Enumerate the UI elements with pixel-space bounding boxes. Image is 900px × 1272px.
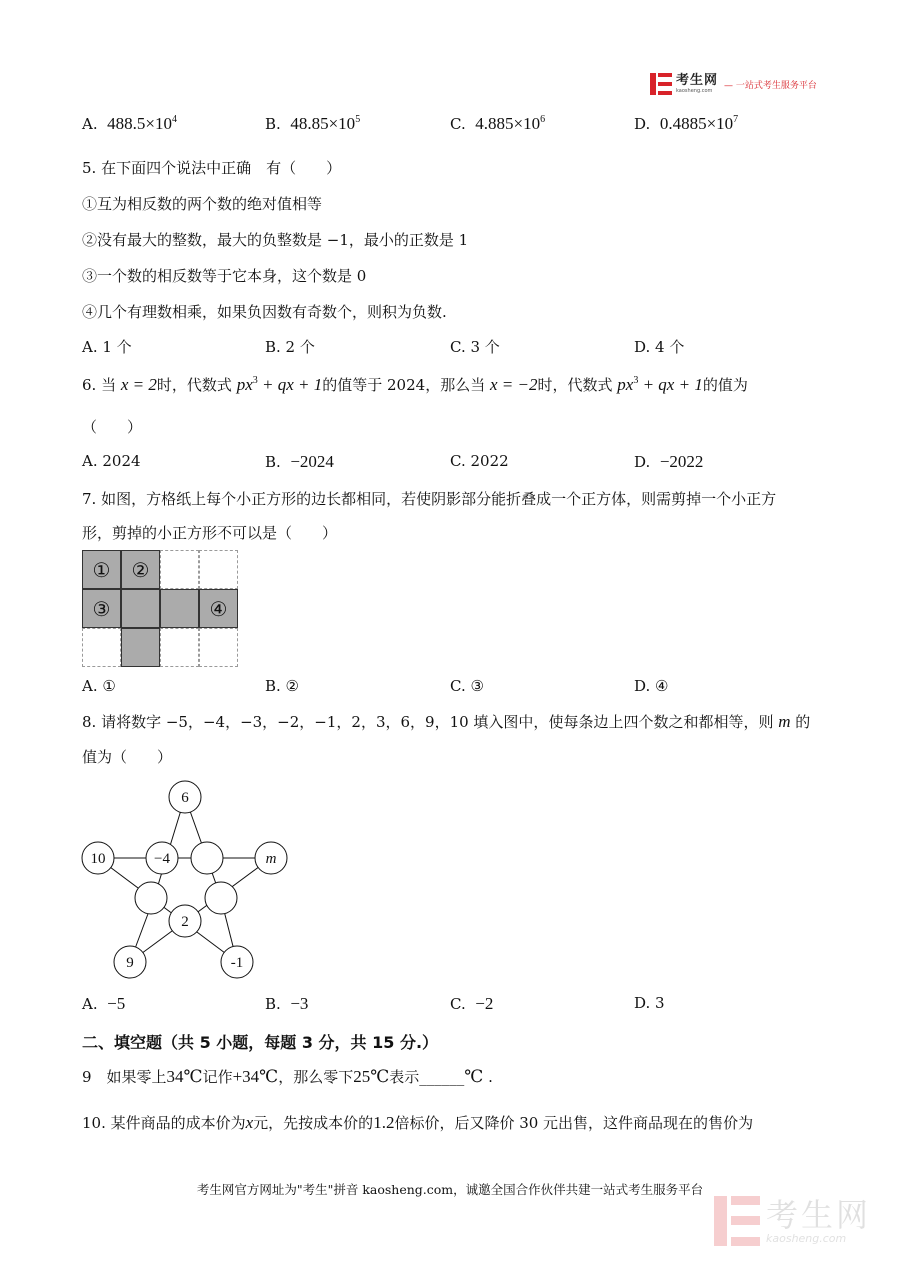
section-2-title: 二、填空题（共 5 小题，每题 3 分，共 15 分.） (82, 1033, 439, 1052)
q8-stem-line1: 8. 请将数字 −5，−4，−3，−2，−1，2，3，6，9，10 填入图中，使每条边上四个数之和都相等，则 m 的 (82, 712, 811, 731)
q4-option-d: D. $0.4885\times 10^7$ (634, 114, 739, 133)
q8-option-d: D. 3 (634, 994, 665, 1012)
q7-grid-figure (82, 550, 238, 667)
kaosheng-logo-icon (650, 73, 672, 95)
q7-option-c: C. ③ (450, 677, 484, 695)
q6-option-c: C. 2022 (450, 452, 509, 470)
node-inner-left-label: −4 (154, 851, 170, 867)
watermark-url: kaosheng.com (766, 1231, 847, 1245)
footer-text: 考生网官方网址为"考生"拼音 kaosheng.com，诚邀全国合作伙伴共建一站式考生服务平台 (196, 1182, 704, 1197)
q6-stem: 6. 当 x = 2时，代数式 $px^3$ + qx + 1的值等于 2024，那么当 x = −2时，代数式 $px^3$ + qx + 1的值为 (82, 375, 748, 394)
q6-option-b: B. −2024 (265, 452, 334, 471)
q5-option-d: D. 4 个 (634, 338, 685, 356)
q8-stem-line2: 值为（ ） (82, 748, 173, 766)
q5-statement-4: ④几个有理数相乘，如果负因数有奇数个，则积为负数. (82, 303, 447, 321)
grid-cell-empty (160, 550, 199, 589)
grid-cell-2: ② (121, 550, 160, 589)
node-mid-right (205, 882, 237, 914)
logo-name: 考生网 (676, 73, 719, 88)
node-inner-right (191, 842, 223, 874)
q8-star-figure (76, 780, 296, 980)
grid-cell-empty (160, 628, 199, 667)
node-bottom-left-label: 9 (126, 955, 134, 971)
q5-option-b: B. 2 个 (265, 338, 315, 356)
q5-statement-3: ③一个数的相反数等于它本身，这个数是 0 (82, 267, 367, 285)
q8-option-a: A. −5 (82, 994, 126, 1013)
grid-cell-shaded (121, 628, 160, 667)
q4-option-b: B. $48.85\times 10^5$ (265, 114, 361, 133)
q6-paren: （ ） (82, 418, 143, 436)
grid-cell-shaded (121, 589, 160, 628)
watermark-name: 考生网 (766, 1195, 872, 1234)
q9-stem: 9 如果零上34℃记作+34℃，那么零下25℃表示______℃ . (82, 1067, 493, 1086)
q6-option-d: D. −2022 (634, 452, 704, 471)
node-bottom-right-label: -1 (230, 955, 244, 971)
q7-stem-line2: 形，剪掉的小正方形不可以是（ ） (82, 524, 338, 542)
grid-cell-empty (199, 628, 238, 667)
logo-url: kaosheng.com (676, 88, 713, 94)
q5-option-c: C. 3 个 (450, 338, 500, 356)
q8-option-c: C. −2 (450, 994, 494, 1013)
q5-statement-2: ②没有最大的整数，最大的负整数是 −1，最小的正数是 1 (82, 231, 469, 249)
q8-option-b: B. −3 (265, 994, 309, 1013)
grid-cell-1: ① (82, 550, 121, 589)
node-left-label: 10 (90, 851, 106, 867)
grid-cell-3: ③ (82, 589, 121, 628)
watermark (714, 1196, 871, 1246)
q7-option-b: B. ② (265, 677, 300, 695)
q4-option-c: C. $4.885\times 10^6$ (450, 114, 546, 133)
q4-option-a: A. $488.5\times 10^4$ (82, 114, 177, 133)
q7-option-a: A. ① (82, 677, 116, 695)
grid-cell-shaded (160, 589, 199, 628)
q7-option-d: D. ④ (634, 677, 669, 695)
q6-option-a: A. 2024 (82, 452, 141, 470)
node-mid-left (135, 882, 167, 914)
logo-slogan: — 一站式考生服务平台 (724, 80, 817, 91)
kaosheng-watermark-icon (714, 1196, 760, 1246)
node-center-label: 2 (181, 914, 189, 930)
q5-stem: 5. 在下面四个说法中正确 有（ ） (82, 159, 342, 177)
grid-cell-4: ④ (199, 589, 238, 628)
grid-cell-empty (82, 628, 121, 667)
grid-cell-empty (199, 550, 238, 589)
header-logo (650, 70, 817, 98)
q10-stem: 10. 某件商品的成本价为x元，先按成本价的1.2倍标价，后又降价 30 元出售，这件商品现在的售价为 (82, 1113, 754, 1132)
q5-option-a: A. 1 个 (82, 338, 132, 356)
node-top-label: 6 (181, 790, 189, 806)
q7-stem-line1: 7. 如图，方格纸上每个小正方形的边长都相同，若使阴影部分能折叠成一个正方体，则需剪掉一个小正方 (82, 490, 777, 508)
node-right-label: m (265, 851, 277, 867)
q5-statement-1: ①互为相反数的两个数的绝对值相等 (82, 195, 323, 213)
